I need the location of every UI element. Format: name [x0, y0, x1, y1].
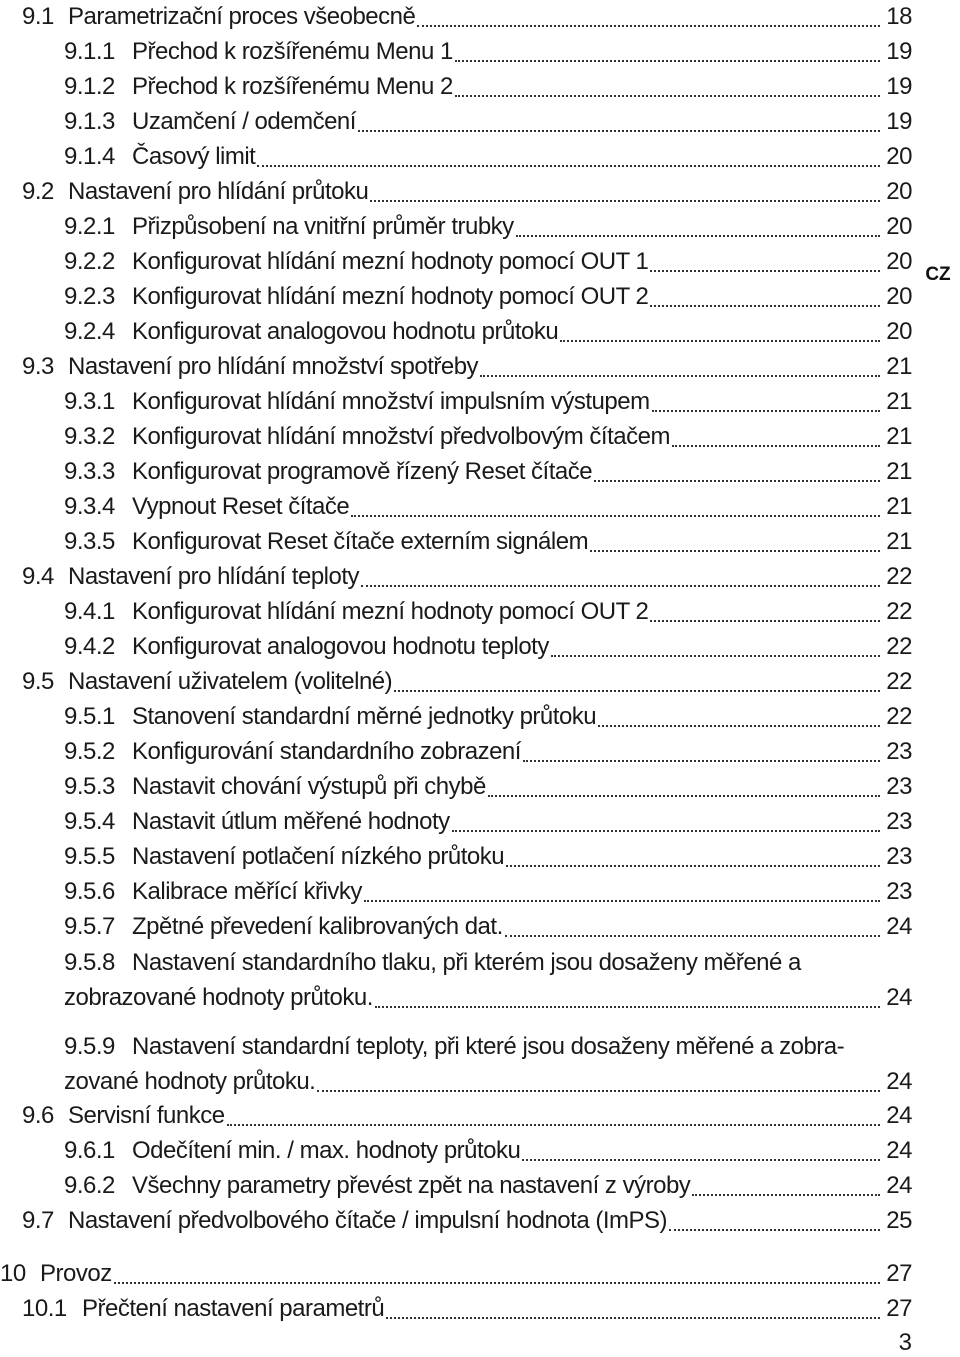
toc-entry[interactable] [22, 0, 912, 34]
dot-leader [455, 60, 880, 62]
section-number: 9.5.7 [64, 913, 115, 940]
page-ref: 23 [886, 808, 912, 835]
toc-entry[interactable] [64, 945, 912, 1015]
section-title: Parametrizační proces všeobecně [68, 3, 416, 30]
section-title: Nastavit útlum měřené hodnoty [132, 808, 450, 835]
section-title: Konfigurovat hlídání množství impulsním výstupem [132, 388, 650, 415]
dot-leader [506, 865, 880, 867]
toc-entry[interactable] [22, 350, 912, 384]
toc-entry[interactable] [64, 210, 912, 244]
section-number: 9.3 [22, 353, 54, 380]
toc-entry[interactable] [64, 455, 912, 489]
toc-entry[interactable] [64, 35, 912, 69]
section-title: Konfigurovat hlídání mezní hodnoty pomocí OUT 1 [132, 248, 649, 275]
toc-entry[interactable] [64, 385, 912, 419]
section-number: 9.2.4 [64, 318, 115, 345]
toc-entry-continuation [64, 1064, 912, 1099]
toc-entry[interactable] [64, 840, 912, 874]
page-ref: 24 [886, 984, 912, 1011]
section-number: 9.1.1 [64, 38, 115, 65]
section-title: Nastavení pro hlídání množství spotřeby [68, 353, 479, 380]
section-title: Konfigurovat analogovou hodnotu průtoku [132, 318, 559, 345]
section-title: Přechod k rozšířenému Menu 1 [132, 38, 453, 65]
section-number: 9.6 [22, 1102, 54, 1129]
toc-entry[interactable] [22, 560, 912, 594]
page-ref: 27 [886, 1260, 912, 1287]
page-ref: 21 [886, 528, 912, 555]
section-number: 9.4.2 [64, 633, 115, 660]
dot-leader [650, 620, 880, 622]
dot-leader [505, 935, 880, 937]
toc-entry[interactable] [64, 315, 912, 349]
page-ref: 27 [886, 1295, 912, 1322]
page-ref: 20 [886, 318, 912, 345]
toc-entry[interactable] [64, 770, 912, 804]
toc-entry[interactable] [64, 490, 912, 524]
dot-leader [692, 1194, 880, 1196]
page-ref: 24 [886, 1068, 912, 1095]
dot-leader [650, 305, 880, 307]
page-ref: 21 [886, 388, 912, 415]
toc-entry[interactable] [64, 420, 912, 454]
page-ref: 18 [886, 3, 912, 30]
section-title: Odečítení min. / max. hodnoty průtoku [132, 1137, 521, 1164]
dot-leader [488, 795, 880, 797]
section-number: 9.2.2 [64, 248, 115, 275]
dot-leader [361, 585, 880, 587]
section-number: 9.4 [22, 563, 54, 590]
toc-entry[interactable] [64, 1134, 912, 1168]
dot-leader [594, 480, 880, 482]
section-number: 9.5 [22, 668, 54, 695]
section-number: 9.1.4 [64, 143, 115, 170]
page-ref: 22 [886, 598, 912, 625]
section-title: Kalibrace měřící křivky [132, 878, 362, 905]
page-ref: 19 [886, 38, 912, 65]
toc-entry[interactable] [64, 525, 912, 559]
toc-entry[interactable] [64, 105, 912, 139]
section-title: Konfigurovat Reset čítače externím signálem [132, 528, 589, 555]
section-number: 9.7 [22, 1207, 54, 1234]
toc-entry[interactable] [64, 1029, 912, 1099]
section-number: 9.4.1 [64, 598, 115, 625]
dot-leader [394, 690, 880, 692]
dot-leader [370, 200, 880, 202]
toc-entry[interactable] [64, 735, 912, 769]
section-title: Přečtení nastavení parametrů [82, 1295, 385, 1322]
section-title: Vypnout Reset čítače [132, 493, 350, 520]
section-number: 9.5.4 [64, 808, 115, 835]
section-number: 9.1.2 [64, 73, 115, 100]
section-number: 9.3.3 [64, 458, 115, 485]
toc-entry[interactable] [64, 595, 912, 629]
page-ref: 23 [886, 738, 912, 765]
section-title: Nastavení potlačení nízkého průtoku [132, 843, 505, 870]
section-title: Konfigurovat analogovou hodnotu teploty [132, 633, 549, 660]
dot-leader [375, 1006, 880, 1008]
section-number: 9.5.3 [64, 773, 115, 800]
section-number: 9.3.2 [64, 423, 115, 450]
section-title: Nastavení předvolbového čítače / impulsní hodnota (ImPS) [68, 1207, 667, 1234]
dot-leader [114, 1282, 880, 1284]
dot-leader [551, 655, 880, 657]
page-ref: 20 [886, 213, 912, 240]
page-ref: 19 [886, 73, 912, 100]
page-ref: 25 [886, 1207, 912, 1234]
dot-leader [652, 410, 880, 412]
page-ref: 23 [886, 878, 912, 905]
dot-leader [386, 1317, 880, 1319]
section-number: 10 [0, 1260, 26, 1287]
section-number: 9.5.6 [64, 878, 115, 905]
section-title-continued: zobrazované hodnoty průtoku. [64, 984, 373, 1011]
toc-entry[interactable] [64, 70, 912, 104]
page-ref: 24 [886, 1137, 912, 1164]
dot-leader [452, 830, 880, 832]
dot-leader [317, 1090, 880, 1092]
section-number: 10.1 [22, 1295, 67, 1322]
dot-leader [516, 235, 880, 237]
section-title: Konfigurovat hlídání mezní hodnoty pomocí OUT 2 [132, 283, 649, 310]
section-title: Stanovení standardní měrné jednotky průtoku [132, 703, 597, 730]
page-ref: 20 [886, 248, 912, 275]
page-ref: 23 [886, 843, 912, 870]
toc-entry-continuation [64, 980, 912, 1015]
language-tab: CZ [925, 264, 951, 285]
toc-entry[interactable] [22, 1204, 912, 1238]
page-ref: 22 [886, 633, 912, 660]
section-title: Konfigurování standardního zobrazení [132, 738, 521, 765]
section-title: Nastavení standardní teploty, při které jsou dosaženy měřené a zobra- [132, 1033, 845, 1060]
section-number: 9.6.2 [64, 1172, 115, 1199]
section-title: Nastavení pro hlídání průtoku [68, 178, 369, 205]
dot-leader [523, 760, 880, 762]
section-title: Nastavit chování výstupů při chybě [132, 773, 486, 800]
page-ref: 20 [886, 178, 912, 205]
toc-entry[interactable] [64, 700, 912, 734]
dot-leader [522, 1159, 880, 1161]
section-number: 9.5.9 [64, 1033, 115, 1060]
section-title-continued: zované hodnoty průtoku. [64, 1068, 316, 1095]
dot-leader [227, 1124, 880, 1126]
section-title: Konfigurovat programově řízený Reset čítače [132, 458, 593, 485]
dot-leader [480, 375, 880, 377]
page-ref: 19 [886, 108, 912, 135]
dot-leader [650, 270, 880, 272]
toc-entry[interactable] [22, 1099, 912, 1133]
page-number: 3 [898, 1329, 912, 1356]
section-title: Konfigurovat hlídání mezní hodnoty pomocí OUT 2 [132, 598, 649, 625]
toc-entry[interactable] [64, 280, 912, 314]
page-ref: 22 [886, 668, 912, 695]
section-title: Uzamčení / odemčení [132, 108, 356, 135]
page-ref: 23 [886, 773, 912, 800]
toc-entry[interactable] [22, 1292, 912, 1326]
section-title: Provoz [40, 1260, 112, 1287]
dot-leader [672, 445, 880, 447]
page-ref: 21 [886, 493, 912, 520]
dot-leader [590, 550, 880, 552]
section-number: 9.5.8 [64, 949, 115, 976]
section-title: Nastavení standardního tlaku, při kterém jsou dosaženy měřené a [132, 949, 801, 976]
toc-entry[interactable] [64, 1169, 912, 1203]
section-number: 9.2.1 [64, 213, 115, 240]
section-number: 9.5.2 [64, 738, 115, 765]
page-ref: 20 [886, 143, 912, 170]
section-title: Nastavení uživatelem (volitelné) [68, 668, 393, 695]
toc-entry[interactable] [22, 175, 912, 209]
section-number: 9.3.4 [64, 493, 115, 520]
section-number: 9.2.3 [64, 283, 115, 310]
dot-leader [351, 515, 880, 517]
section-number: 9.6.1 [64, 1137, 115, 1164]
page-ref: 21 [886, 458, 912, 485]
page-ref: 22 [886, 563, 912, 590]
section-title: Časový limit [132, 143, 256, 170]
page-ref: 22 [886, 703, 912, 730]
section-title: Všechny parametry převést zpět na nastavení z výroby [132, 1172, 691, 1199]
page-ref: 21 [886, 353, 912, 380]
section-number: 9.1 [22, 3, 54, 30]
section-number: 9.5.1 [64, 703, 115, 730]
section-title: Přechod k rozšířenému Menu 2 [132, 73, 453, 100]
page-ref: 20 [886, 283, 912, 310]
toc-entry[interactable] [64, 805, 912, 839]
section-title: Servisní funkce [68, 1102, 225, 1129]
section-number: 9.3.5 [64, 528, 115, 555]
section-number: 9.1.3 [64, 108, 115, 135]
dot-leader [364, 900, 880, 902]
page-ref: 24 [886, 913, 912, 940]
toc-entry[interactable] [64, 630, 912, 664]
section-title: Konfigurovat hlídání množství předvolbovým čítačem [132, 423, 670, 450]
toc-entry[interactable] [64, 875, 912, 909]
toc-entry[interactable] [64, 140, 912, 174]
toc-entry-first-line [64, 1029, 912, 1064]
dot-leader [455, 95, 880, 97]
dot-leader [669, 1229, 880, 1231]
page-ref: 21 [886, 423, 912, 450]
toc-entry[interactable] [64, 910, 912, 944]
toc-entry-first-line [64, 945, 912, 980]
page-ref: 24 [886, 1172, 912, 1199]
dot-leader [417, 25, 880, 27]
section-title: Zpětné převedení kalibrovaných dat. [132, 913, 503, 940]
dot-leader [560, 340, 880, 342]
section-number: 9.3.1 [64, 388, 115, 415]
section-number: 9.2 [22, 178, 54, 205]
dot-leader [598, 725, 880, 727]
toc-entry[interactable] [0, 1257, 912, 1291]
dot-leader [358, 130, 880, 132]
section-title: Nastavení pro hlídání teploty [68, 563, 360, 590]
section-title: Přizpůsobení na vnitřní průměr trubky [132, 213, 514, 240]
page-ref: 24 [886, 1102, 912, 1129]
toc-entry[interactable] [22, 665, 912, 699]
toc-entry[interactable] [64, 245, 912, 279]
section-number: 9.5.5 [64, 843, 115, 870]
dot-leader [257, 165, 880, 167]
